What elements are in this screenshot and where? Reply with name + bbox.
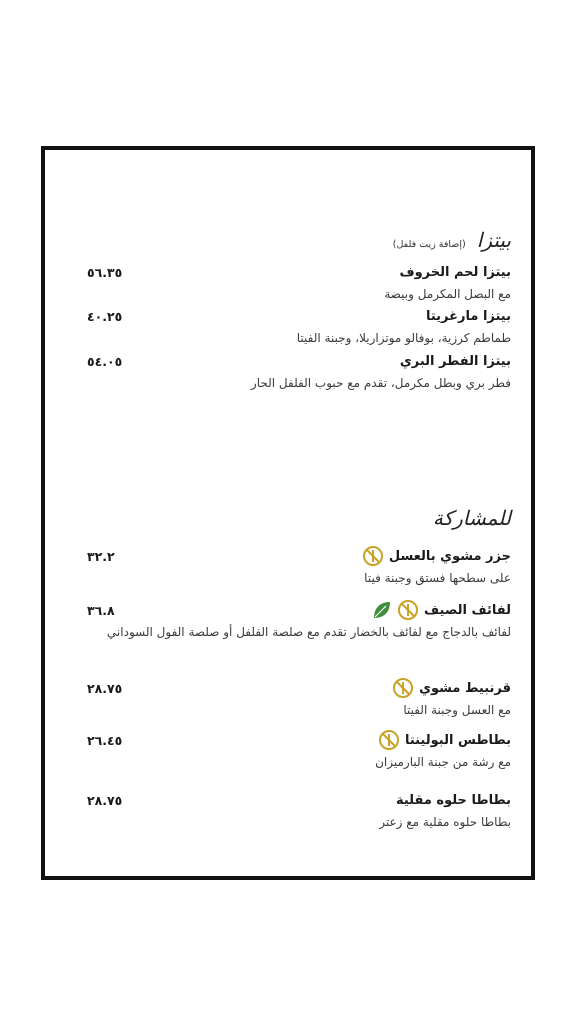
menu-item <box>87 546 511 587</box>
item-price: ٣٦.٨ <box>87 602 115 618</box>
item-price: ٢٨.٧٥ <box>87 792 123 808</box>
item-name: لفائف الصيف <box>424 602 511 618</box>
item-name: بيتزا الفطر البري <box>399 353 511 369</box>
gluten-free-icon <box>379 730 399 750</box>
menu-page <box>41 146 535 880</box>
menu-item <box>87 306 511 347</box>
item-description: مع العسل وجبنة الفيتا <box>403 703 511 717</box>
item-description: مع البصل المكرمل وبيضة <box>384 287 511 301</box>
item-description: طماطم كرزية، بوفالو موتزاريلا، وجبنة الفيتا <box>296 331 511 345</box>
menu-item <box>87 351 511 392</box>
item-description: مع رشة من جبنة البارميزان <box>375 755 511 769</box>
item-price: ٣٢.٢ <box>87 548 115 564</box>
item-description: لفائف بالدجاج مع لفائف بالخضار تقدم مع صلصة الفلفل أو صلصة الفول السوداني <box>106 625 511 639</box>
item-description: بطاطا حلوه مقلية مع زعتر <box>379 815 511 829</box>
gluten-free-icon <box>393 678 413 698</box>
section-note: (إضافة زيت فلفل) <box>392 239 466 250</box>
item-description: فطر بري وبطل مكرمل، تقدم مع حبوب الفلفل الحار <box>250 376 511 390</box>
item-price: ٢٦.٤٥ <box>87 732 123 748</box>
item-name: بيتزا مارغريتا <box>425 308 511 324</box>
item-name: جزر مشوي بالعسل <box>388 548 511 564</box>
item-description: على سطحها فستق وجبنة فيتا <box>364 571 511 585</box>
item-name: بطاطس البولينتا <box>404 732 511 748</box>
item-name: قرنبيط مشوي <box>419 680 511 696</box>
gluten-free-icon <box>398 600 418 620</box>
gluten-free-icon <box>363 546 383 566</box>
item-price: ٥٤.٠٥ <box>87 353 123 369</box>
item-price: ٢٨.٧٥ <box>87 680 123 696</box>
section-title-pizza <box>393 228 511 252</box>
item-name: بيتزا لحم الخروف <box>399 264 511 280</box>
section-title: بيتزا <box>476 228 511 252</box>
vegan-leaf-icon <box>372 600 392 620</box>
section-title: للمشاركة <box>432 506 511 530</box>
menu-item <box>87 262 511 303</box>
menu-item <box>87 600 511 641</box>
menu-item <box>87 730 511 771</box>
item-price: ٥٦.٣٥ <box>87 264 123 280</box>
menu-item <box>87 678 511 719</box>
section-title-sharing <box>433 506 511 530</box>
menu-item <box>87 790 511 831</box>
item-name: بطاطا حلوه مقلية <box>395 792 511 808</box>
item-price: ٤٠.٢٥ <box>87 308 123 324</box>
